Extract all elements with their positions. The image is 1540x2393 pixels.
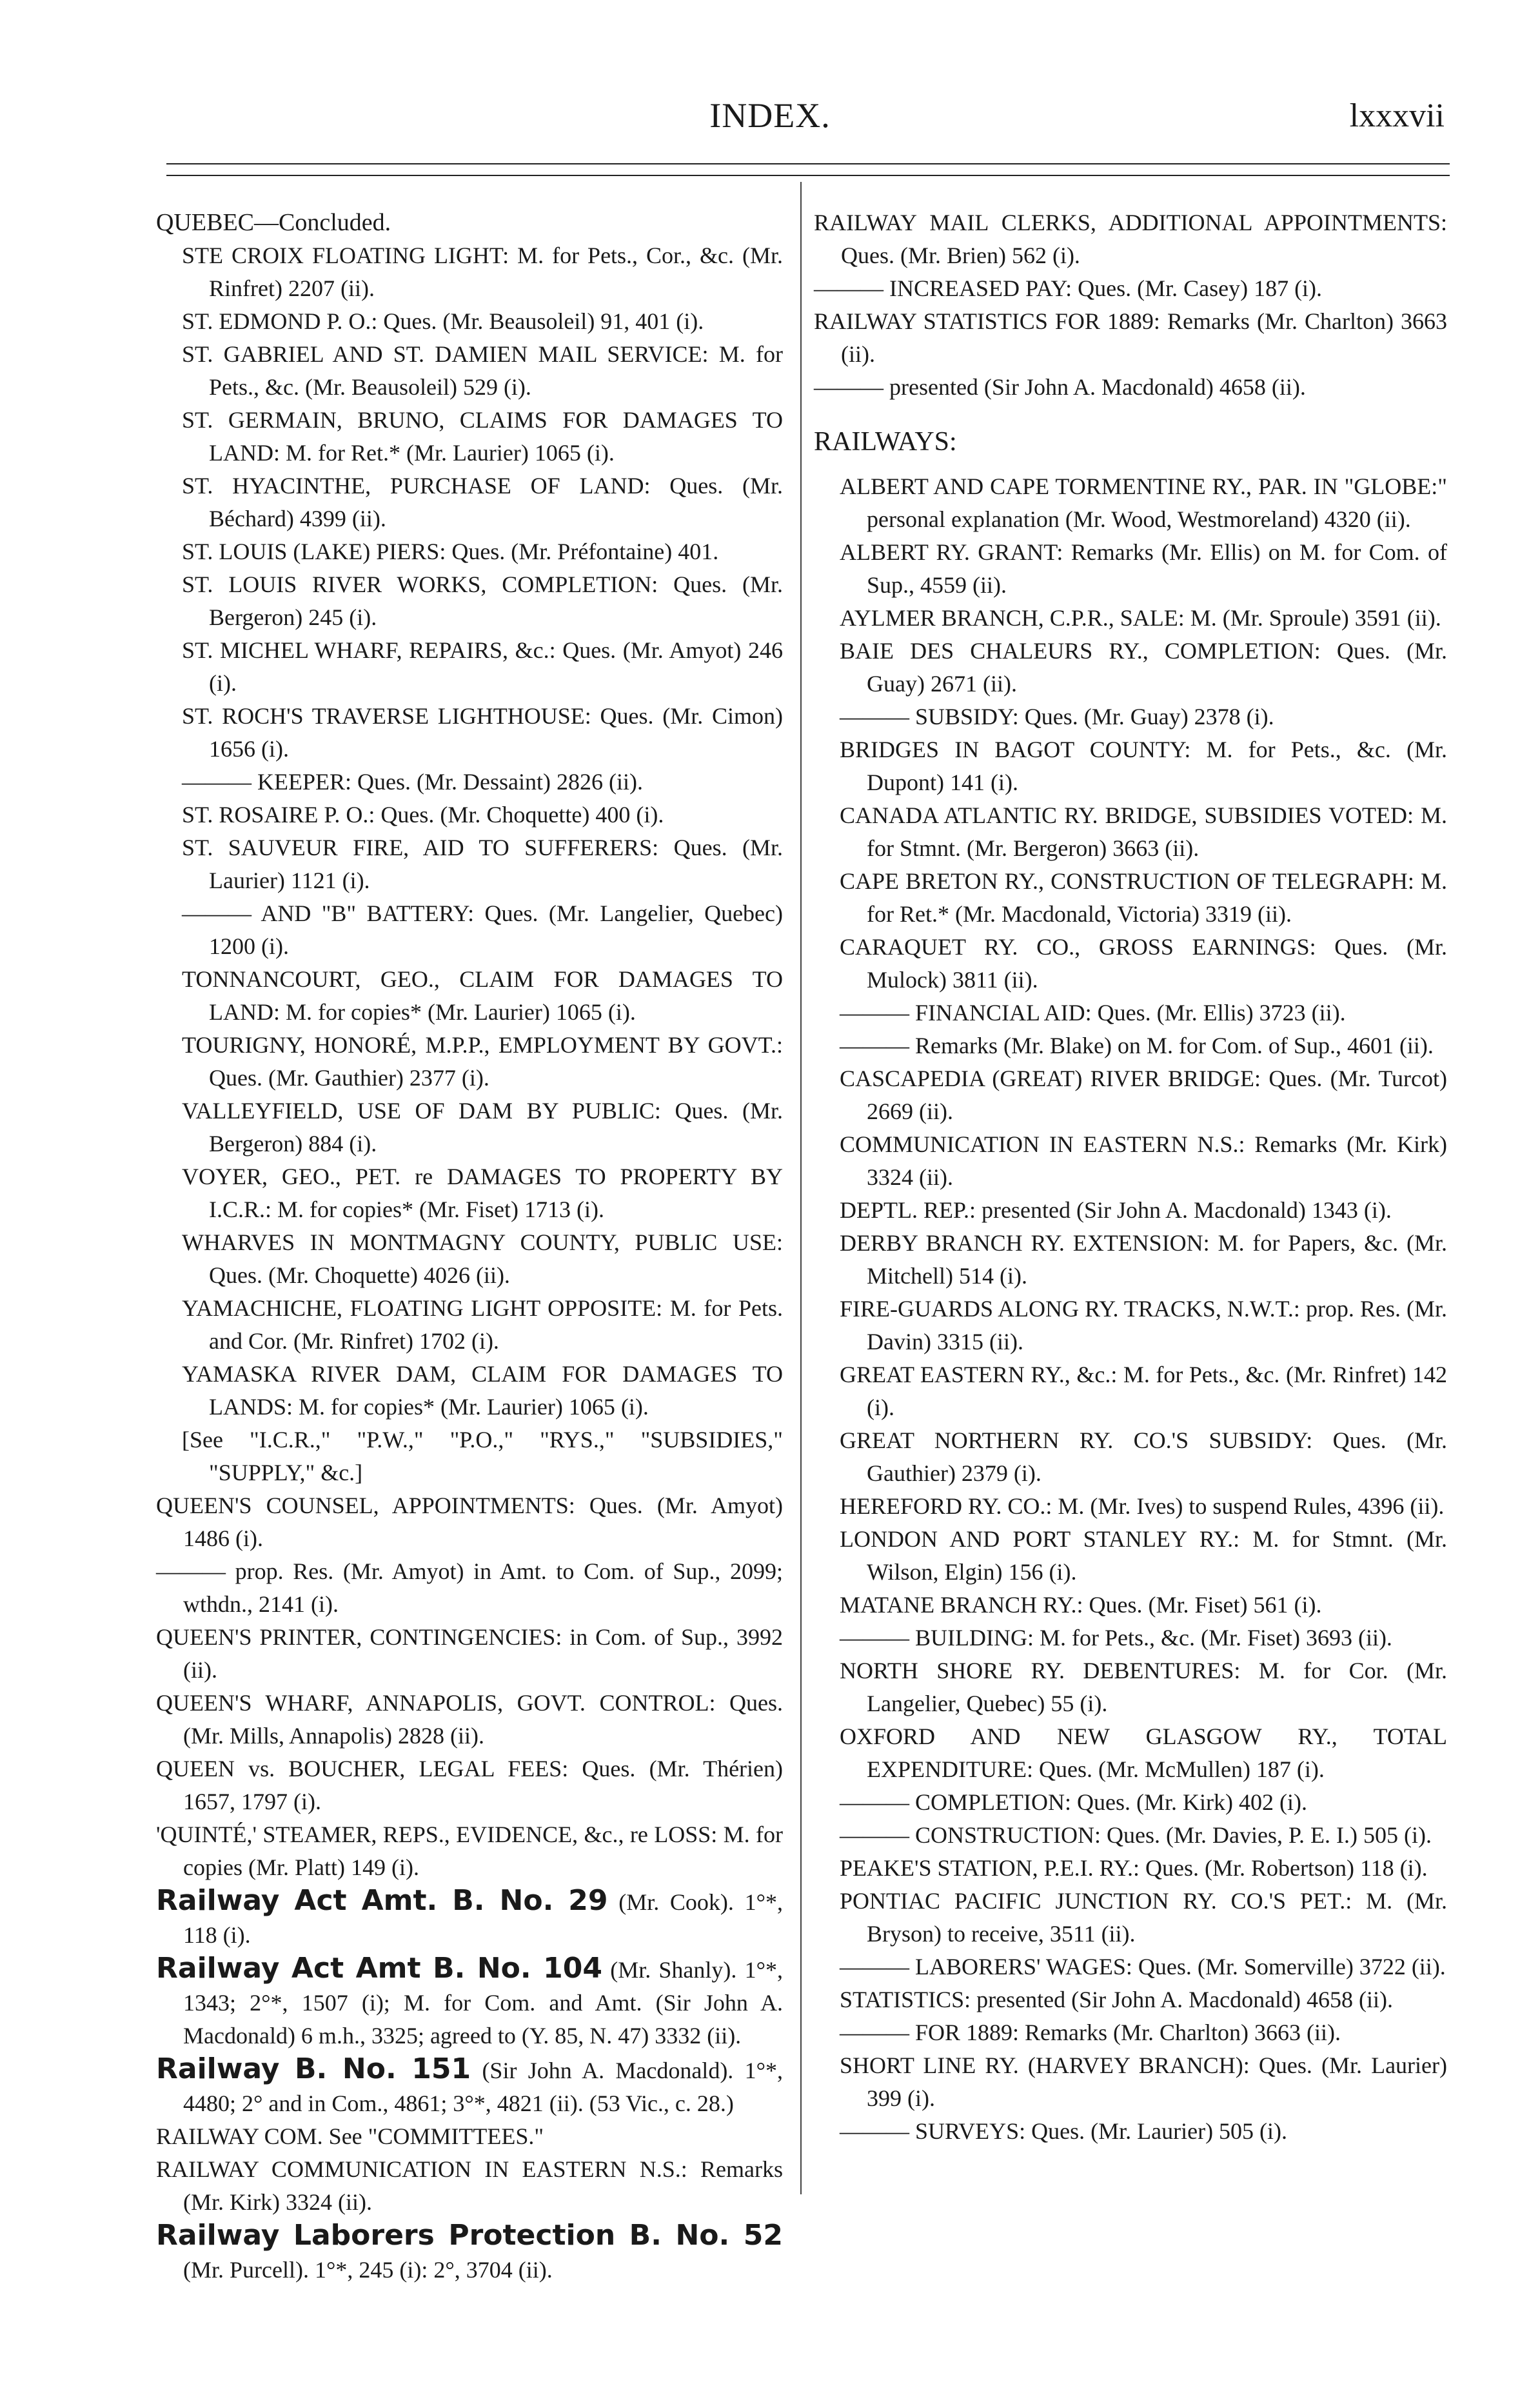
entry-text: ——— FOR 1889: Remarks (Mr. Charlton) 3663 (ii).	[840, 2020, 1341, 2045]
index-entry	[814, 1523, 1447, 1589]
entry-text: QUEEN'S PRINTER, CONTINGENCIES: in Com. of Sup., 3992 (ii).	[156, 1624, 783, 1683]
index-entry	[156, 1884, 783, 1952]
column-divider	[800, 182, 802, 2194]
index-entry	[156, 700, 783, 766]
entry-text: (Sir John A. Macdonald). 1°*, 4480; 2° and in Com., 4861; 3°*, 4821 (ii). (53 Vic., c. 28.)	[183, 2058, 783, 2116]
entry-text: CAPE BRETON RY., CONSTRUCTION OF TELEGRAPH: M. for Ret.* (Mr. Macdonald, Victoria) 3319 (ii).	[840, 868, 1447, 927]
entry-text: ST. LOUIS (LAKE) PIERS: Ques. (Mr. Préfontaine) 401.	[182, 539, 719, 564]
entry-text: ——— SUBSIDY: Ques. (Mr. Guay) 2378 (i).	[840, 704, 1274, 730]
index-entry	[156, 799, 783, 831]
index-entry	[156, 1358, 783, 1424]
index-entry	[814, 1293, 1447, 1358]
index-entry	[814, 2115, 1447, 2148]
entry-text: (Mr. Cook). 1°*, 118 (i).	[183, 1889, 784, 1948]
entry-text: PONTIAC PACIFIC JUNCTION RY. CO.'S PET.: M. (Mr. Bryson) to receive, 3511 (ii).	[840, 1888, 1447, 1947]
index-entry	[814, 1951, 1447, 1983]
index-entry	[814, 1983, 1447, 2016]
bill-title: Railway Laborers Protection B. No. 52	[156, 2219, 783, 2252]
bill-title: Railway Act Amt B. No. 104	[156, 1952, 602, 1985]
index-entry	[156, 239, 783, 305]
index-entry	[814, 1128, 1447, 1194]
entry-text: ——— LABORERS' WAGES: Ques. (Mr. Somerville) 3722 (ii).	[840, 1954, 1446, 1980]
entry-text: CARAQUET RY. CO., GROSS EARNINGS: Ques. (Mr. Mulock) 3811 (ii).	[840, 934, 1447, 993]
entry-text: CASCAPEDIA (GREAT) RIVER BRIDGE: Ques. (Mr. Turcot) 2669 (ii).	[840, 1066, 1447, 1124]
index-entry	[156, 1753, 783, 1818]
entry-text: [See "I.C.R.," "P.W.," "P.O.," "RYS.," "SUBSIDIES," "SUPPLY," &c.]	[182, 1427, 783, 1485]
index-entry	[814, 1062, 1447, 1128]
index-entry	[156, 206, 783, 239]
index-entry	[814, 1358, 1447, 1424]
entry-text: WHARVES IN MONTMAGNY COUNTY, PUBLIC USE: Ques. (Mr. Choquette) 4026 (ii).	[182, 1229, 783, 1288]
index-entry	[814, 206, 1447, 272]
index-entry	[814, 536, 1447, 602]
index-entry	[814, 1622, 1447, 1654]
index-entry	[814, 1819, 1447, 1852]
index-entry	[156, 2219, 783, 2287]
page-number: lxxxvii	[1349, 97, 1445, 134]
entry-text: YAMASKA RIVER DAM, CLAIM FOR DAMAGES TO LANDS: M. for copies* (Mr. Laurier) 1065 (i).	[182, 1361, 783, 1420]
index-entry	[814, 272, 1447, 305]
entry-text: AYLMER BRANCH, C.P.R., SALE: M. (Mr. Sproule) 3591 (ii).	[840, 605, 1441, 631]
index-entry	[156, 338, 783, 404]
entry-text: (Mr. Shanly). 1°*, 1343; 2°*, 1507 (i); M. for Com. and Amt. (Sir John A. Macdonald) 6 m.h., 3325; agreed to (Y. 85, N. 47) 3332 (ii).	[183, 1957, 784, 2049]
entry-text: DERBY BRANCH RY. EXTENSION: M. for Papers, &c. (Mr. Mitchell) 514 (i).	[840, 1230, 1447, 1289]
entry-text: FIRE-GUARDS ALONG RY. TRACKS, N.W.T.: prop. Res. (Mr. Davin) 3315 (ii).	[840, 1296, 1447, 1355]
index-entry	[156, 1952, 783, 2052]
entry-text: SHORT LINE RY. (HARVEY BRANCH): Ques. (Mr. Laurier) 399 (i).	[840, 2052, 1447, 2111]
index-entry	[156, 404, 783, 470]
entry-text: BRIDGES IN BAGOT COUNTY: M. for Pets., &c. (Mr. Dupont) 141 (i).	[840, 737, 1447, 795]
entry-text: BAIE DES CHALEURS RY., COMPLETION: Ques. (Mr. Guay) 2671 (ii).	[840, 638, 1447, 697]
index-entry	[156, 634, 783, 700]
entry-text: ST. LOUIS RIVER WORKS, COMPLETION: Ques. (Mr. Bergeron) 245 (i).	[182, 571, 783, 630]
entry-text: CANADA ATLANTIC RY. BRIDGE, SUBSIDIES VOTED: M. for Stmnt. (Mr. Bergeron) 3663 (ii).	[840, 802, 1447, 861]
entry-text: HEREFORD RY. CO.: M. (Mr. Ives) to suspend Rules, 4396 (ii).	[840, 1493, 1445, 1519]
entry-text: ST. SAUVEUR FIRE, AID TO SUFFERERS: Ques. (Mr. Laurier) 1121 (i).	[182, 835, 783, 893]
entry-text: ——— COMPLETION: Ques. (Mr. Kirk) 402 (i).	[840, 1789, 1307, 1815]
index-entry	[156, 1095, 783, 1160]
index-entry	[814, 1589, 1447, 1622]
right-column	[814, 206, 1447, 2148]
index-entry	[814, 1786, 1447, 1819]
entry-text: QUEBEC—Concluded.	[156, 209, 391, 236]
index-entry	[156, 2153, 783, 2219]
index-entry	[156, 535, 783, 568]
entry-text: ——— SURVEYS: Ques. (Mr. Laurier) 505 (i).	[840, 2118, 1288, 2144]
entry-text: ——— presented (Sir John A. Macdonald) 4658 (ii).	[814, 374, 1306, 400]
entry-text: ——— FINANCIAL AID: Ques. (Mr. Ellis) 3723 (ii).	[840, 1000, 1346, 1026]
entry-text: OXFORD AND NEW GLASGOW RY., TOTAL EXPENDITURE: Ques. (Mr. McMullen) 187 (i).	[840, 1723, 1447, 1782]
index-entry	[814, 1654, 1447, 1720]
index-entry	[814, 635, 1447, 700]
index-entry	[156, 1687, 783, 1753]
index-entry	[814, 1424, 1447, 1490]
index-entry	[814, 1885, 1447, 1951]
entry-text: NORTH SHORE RY. DEBENTURES: M. for Cor. (Mr. Langelier, Quebec) 55 (i).	[840, 1658, 1447, 1716]
index-entry	[814, 602, 1447, 635]
header-rule-top	[166, 163, 1450, 164]
index-entry	[814, 865, 1447, 931]
entry-text: ——— BUILDING: M. for Pets., &c. (Mr. Fiset) 3693 (ii).	[840, 1625, 1392, 1651]
index-entry	[814, 799, 1447, 865]
entry-text: ALBERT RY. GRANT: Remarks (Mr. Ellis) on M. for Com. of Sup., 4559 (ii).	[840, 539, 1447, 598]
index-entry	[156, 1818, 783, 1884]
index-entry	[156, 568, 783, 634]
index-entry	[814, 470, 1447, 536]
bill-title: Railway B. No. 151	[156, 2052, 471, 2085]
entry-text: STE CROIX FLOATING LIGHT: M. for Pets., Cor., &c. (Mr. Rinfret) 2207 (ii).	[182, 243, 783, 301]
index-entry	[814, 931, 1447, 997]
index-entry	[156, 1160, 783, 1226]
left-column	[156, 206, 783, 2287]
entry-text: ST. MICHEL WHARF, REPAIRS, &c.: Ques. (Mr. Amyot) 246 (i).	[182, 637, 783, 696]
entry-text: RAILWAYS:	[814, 427, 957, 457]
index-entry	[156, 766, 783, 799]
entry-text: STATISTICS: presented (Sir John A. Macdonald) 4658 (ii).	[840, 1987, 1394, 2012]
entry-text: GREAT EASTERN RY., &c.: M. for Pets., &c. (Mr. Rinfret) 142 (i).	[840, 1362, 1447, 1420]
entry-text: ——— INCREASED PAY: Ques. (Mr. Casey) 187 (i).	[814, 275, 1323, 301]
entry-text: ——— CONSTRUCTION: Ques. (Mr. Davies, P. E. I.) 505 (i).	[840, 1822, 1432, 1848]
entry-text: ALBERT AND CAPE TORMENTINE RY., PAR. IN "GLOBE:" personal explanation (Mr. Wood, Westmoreland) 4320 (ii).	[840, 473, 1447, 532]
index-entry	[156, 1292, 783, 1358]
index-entry	[814, 2049, 1447, 2115]
index-entry	[814, 1490, 1447, 1523]
index-entry	[156, 470, 783, 535]
page-header-title: INDEX.	[709, 96, 831, 135]
index-entry	[814, 371, 1447, 404]
entry-text: RAILWAY MAIL CLERKS, ADDITIONAL APPOINTMENTS: Ques. (Mr. Brien) 562 (i).	[814, 210, 1447, 268]
index-entry	[814, 1227, 1447, 1293]
index-entry	[814, 426, 1447, 459]
entry-text: TOURIGNY, HONORÉ, M.P.P., EMPLOYMENT BY GOVT.: Ques. (Mr. Gauthier) 2377 (i).	[182, 1032, 783, 1091]
entry-text: QUEEN vs. BOUCHER, LEGAL FEES: Ques. (Mr. Thérien) 1657, 1797 (i).	[156, 1756, 783, 1814]
index-entry	[156, 963, 783, 1029]
entry-text: RAILWAY COM. See "COMMITTEES."	[156, 2123, 544, 2149]
index-entry	[156, 1424, 783, 1489]
entry-text: LONDON AND PORT STANLEY RY.: M. for Stmnt. (Mr. Wilson, Elgin) 156 (i).	[840, 1526, 1447, 1585]
entry-text: ST. GERMAIN, BRUNO, CLAIMS FOR DAMAGES TO LAND: M. for Ret.* (Mr. Laurier) 1065 (i).	[182, 407, 783, 466]
index-entry	[156, 897, 783, 963]
entry-text: ——— KEEPER: Ques. (Mr. Dessaint) 2826 (ii).	[182, 769, 643, 795]
index-entry	[156, 1489, 783, 1555]
index-entry	[156, 831, 783, 897]
header-rule-bottom	[166, 175, 1450, 176]
entry-text: GREAT NORTHERN RY. CO.'S SUBSIDY: Ques. (Mr. Gauthier) 2379 (i).	[840, 1427, 1447, 1486]
index-entry	[814, 997, 1447, 1029]
entry-text: MATANE BRANCH RY.: Ques. (Mr. Fiset) 561 (i).	[840, 1592, 1322, 1618]
entry-text: DEPTL. REP.: presented (Sir John A. Macdonald) 1343 (i).	[840, 1197, 1392, 1223]
entry-text: RAILWAY COMMUNICATION IN EASTERN N.S.: Remarks (Mr. Kirk) 3324 (ii).	[156, 2156, 783, 2215]
index-entry	[814, 733, 1447, 799]
index-entry	[814, 1194, 1447, 1227]
entry-text: QUEEN'S COUNSEL, APPOINTMENTS: Ques. (Mr. Amyot) 1486 (i).	[156, 1493, 783, 1551]
entry-text: YAMACHICHE, FLOATING LIGHT OPPOSITE: M. for Pets. and Cor. (Mr. Rinfret) 1702 (i).	[182, 1295, 783, 1354]
entry-text: VOYER, GEO., PET. re DAMAGES TO PROPERTY BY I.C.R.: M. for copies* (Mr. Fiset) 1713 (i).	[182, 1164, 783, 1222]
entry-text: VALLEYFIELD, USE OF DAM BY PUBLIC: Ques. (Mr. Bergeron) 884 (i).	[182, 1098, 783, 1157]
entry-text: ST. HYACINTHE, PURCHASE OF LAND: Ques. (Mr. Béchard) 4399 (ii).	[182, 473, 783, 531]
index-entry	[156, 2120, 783, 2153]
bill-title: Railway Act Amt. B. No. 29	[156, 1884, 608, 1917]
index-entry	[814, 1029, 1447, 1062]
index-entry	[156, 305, 783, 338]
index-entry	[814, 1852, 1447, 1885]
entry-text: ST. EDMOND P. O.: Ques. (Mr. Beausoleil) 91, 401 (i).	[182, 308, 704, 334]
entry-text: ——— prop. Res. (Mr. Amyot) in Amt. to Com. of Sup., 2099; wthdn., 2141 (i).	[156, 1558, 783, 1617]
index-entry	[156, 2052, 783, 2120]
entry-text: ——— AND "B" BATTERY: Ques. (Mr. Langelier, Quebec) 1200 (i).	[182, 900, 783, 959]
entry-text: RAILWAY STATISTICS FOR 1889: Remarks (Mr. Charlton) 3663 (ii).	[814, 308, 1447, 367]
entry-text: COMMUNICATION IN EASTERN N.S.: Remarks (Mr. Kirk) 3324 (ii).	[840, 1131, 1447, 1190]
entry-text: ——— Remarks (Mr. Blake) on M. for Com. of Sup., 4601 (ii).	[840, 1033, 1434, 1058]
index-entry	[156, 1621, 783, 1687]
index-entry	[814, 700, 1447, 733]
index-entry	[814, 2016, 1447, 2049]
entry-text: ST. ROCH'S TRAVERSE LIGHTHOUSE: Ques. (Mr. Cimon) 1656 (i).	[182, 703, 783, 762]
entry-text: 'QUINTÉ,' STEAMER, REPS., EVIDENCE, &c., re LOSS: M. for copies (Mr. Platt) 149 (i).	[156, 1822, 783, 1880]
entry-text: (Mr. Purcell). 1°*, 245 (i): 2°, 3704 (ii).	[183, 2257, 553, 2283]
entry-text: PEAKE'S STATION, P.E.I. RY.: Ques. (Mr. Robertson) 118 (i).	[840, 1855, 1428, 1881]
index-entry	[156, 1029, 783, 1095]
index-entry	[156, 1555, 783, 1621]
entry-text: QUEEN'S WHARF, ANNAPOLIS, GOVT. CONTROL: Ques. (Mr. Mills, Annapolis) 2828 (ii).	[156, 1690, 783, 1749]
index-entry	[814, 1720, 1447, 1786]
entry-text: ST. ROSAIRE P. O.: Ques. (Mr. Choquette) 400 (i).	[182, 802, 664, 828]
entry-text: ST. GABRIEL AND ST. DAMIEN MAIL SERVICE: M. for Pets., &c. (Mr. Beausoleil) 529 (i).	[182, 341, 783, 400]
index-entry	[156, 1226, 783, 1292]
index-entry	[814, 305, 1447, 371]
entry-text: TONNANCOURT, GEO., CLAIM FOR DAMAGES TO LAND: M. for copies* (Mr. Laurier) 1065 (i).	[182, 966, 783, 1025]
